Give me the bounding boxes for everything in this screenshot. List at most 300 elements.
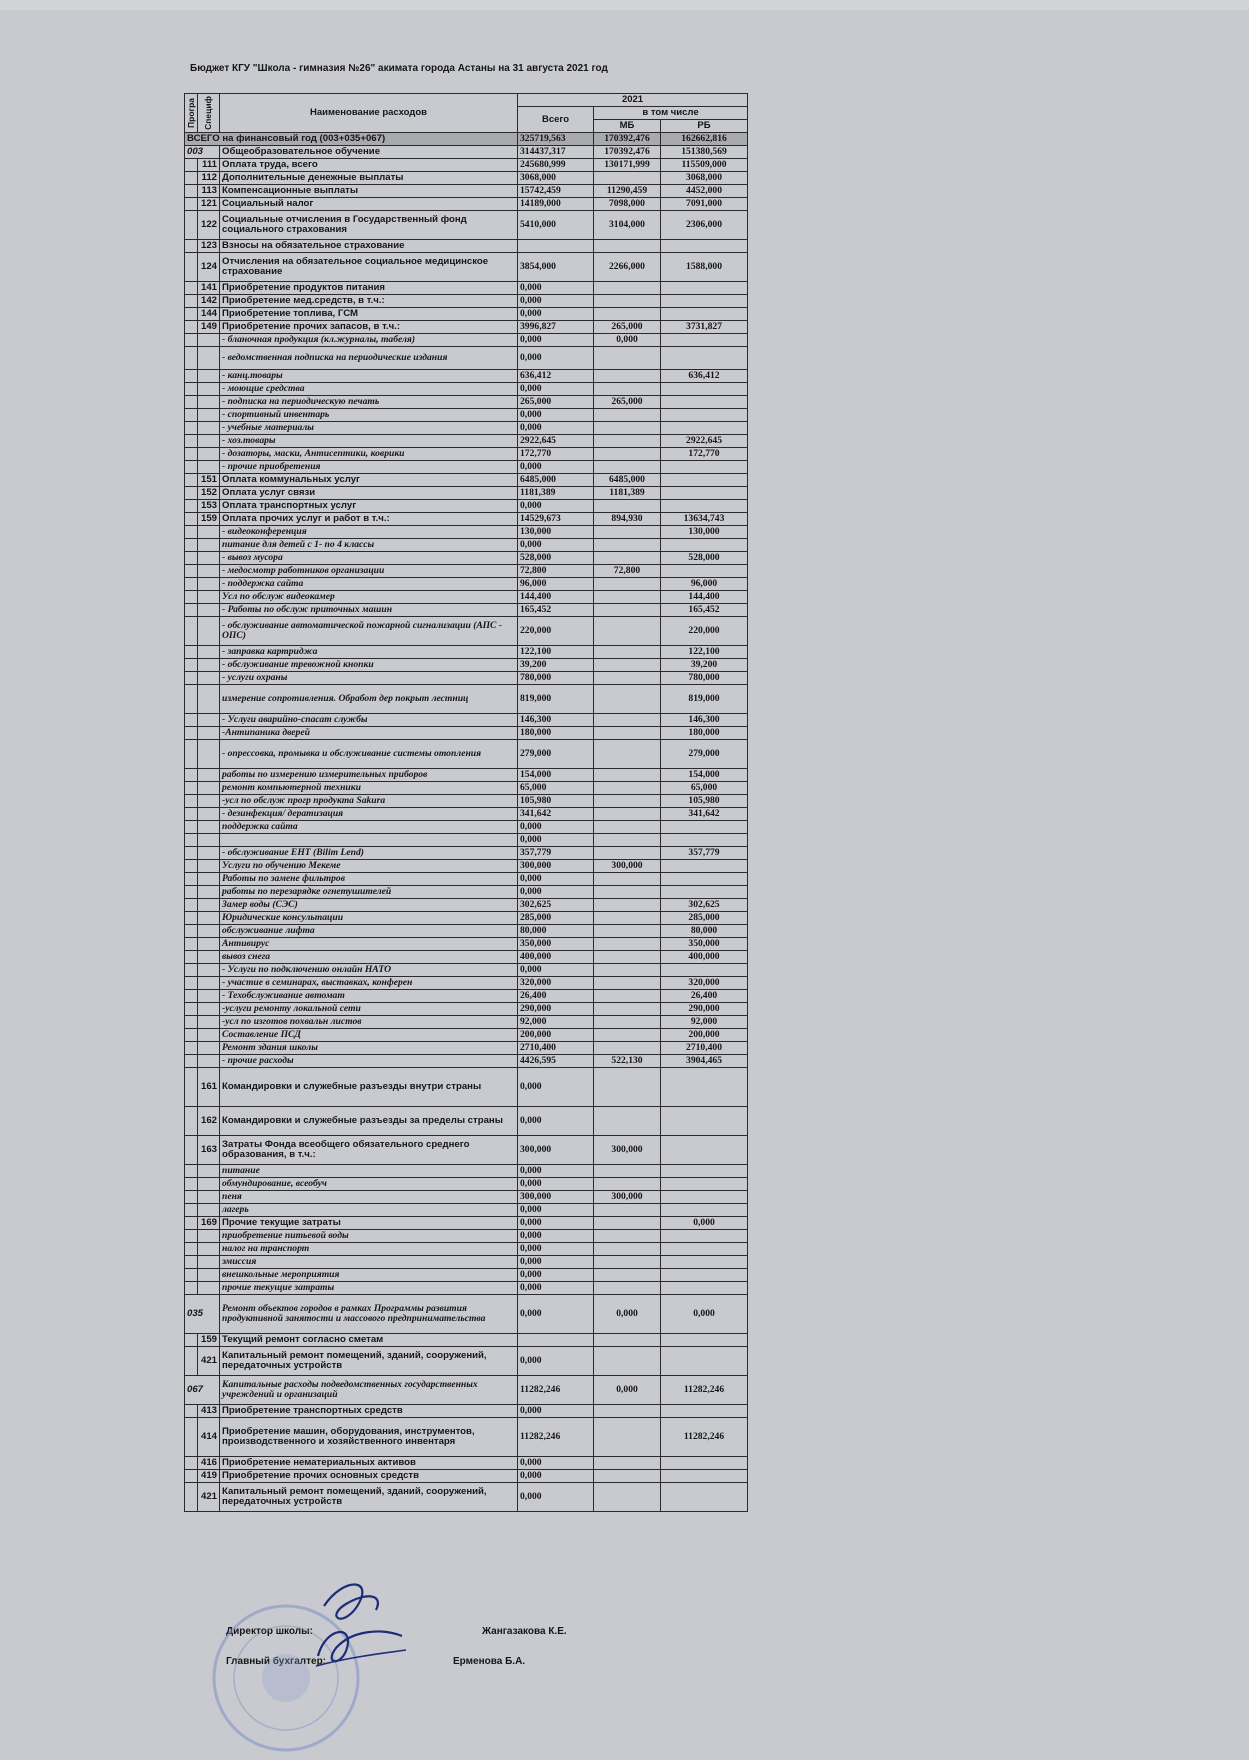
total-value: 0,000 xyxy=(518,539,594,552)
table-row xyxy=(185,1107,748,1136)
expense-name: питание для детей с 1- по 4 классы xyxy=(220,539,518,552)
expense-name: Приобретение машин, оборудования, инструментов, производственного и хозяйственного инвентаря xyxy=(220,1418,518,1457)
specifics-code xyxy=(198,578,220,591)
table-row xyxy=(185,513,748,526)
total-value: 0,000 xyxy=(518,834,594,847)
program-code xyxy=(185,1256,198,1269)
rb-value xyxy=(661,1470,748,1483)
rb-value: 220,000 xyxy=(661,617,748,646)
total-value: 0,000 xyxy=(518,308,594,321)
rb-value: 350,000 xyxy=(661,938,748,951)
program-code xyxy=(185,461,198,474)
table-row xyxy=(185,487,748,500)
table-row xyxy=(185,321,748,334)
specifics-code xyxy=(198,977,220,990)
mb-value xyxy=(594,951,661,964)
budget-table xyxy=(184,93,748,1512)
specifics-code xyxy=(198,370,220,383)
expense-name: Приобретение нематериальных активов xyxy=(220,1457,518,1470)
expense-name: Юридические консультации xyxy=(220,912,518,925)
specifics-code xyxy=(198,1042,220,1055)
rb-value xyxy=(661,347,748,370)
rb-value xyxy=(661,834,748,847)
specifics-code: 161 xyxy=(198,1068,220,1107)
rb-value: 636,412 xyxy=(661,370,748,383)
expense-name: -усл по изготов похвальн листов xyxy=(220,1016,518,1029)
program-code xyxy=(185,240,198,253)
total-value: 172,770 xyxy=(518,448,594,461)
expense-name: Дополнительные денежные выплаты xyxy=(220,172,518,185)
header-including: в том числе xyxy=(594,107,748,120)
total-value: 302,625 xyxy=(518,899,594,912)
mb-value xyxy=(594,659,661,672)
mb-value xyxy=(594,172,661,185)
total-value: 0,000 xyxy=(518,1269,594,1282)
program-code xyxy=(185,646,198,659)
expense-name: прочие текущие затраты xyxy=(220,1282,518,1295)
specifics-code xyxy=(198,740,220,769)
mb-value: 170392,476 xyxy=(594,133,661,146)
rb-value: 819,000 xyxy=(661,685,748,714)
header-program: Програ xyxy=(185,94,198,133)
mb-value xyxy=(594,847,661,860)
mb-value xyxy=(594,1256,661,1269)
program-code xyxy=(185,308,198,321)
mb-value xyxy=(594,740,661,769)
total-value: 245680,999 xyxy=(518,159,594,172)
mb-value: 130171,999 xyxy=(594,159,661,172)
table-row xyxy=(185,1068,748,1107)
program-code xyxy=(185,977,198,990)
table-row xyxy=(185,198,748,211)
table-row xyxy=(185,1457,748,1470)
total-value: 0,000 xyxy=(518,282,594,295)
program-code xyxy=(185,211,198,240)
specifics-code xyxy=(198,396,220,409)
mb-value: 11290,459 xyxy=(594,185,661,198)
rb-value: 105,980 xyxy=(661,795,748,808)
expense-name: обслуживание лифта xyxy=(220,925,518,938)
rb-value: 0,000 xyxy=(661,1295,748,1334)
mb-value xyxy=(594,899,661,912)
table-row xyxy=(185,912,748,925)
specifics-code xyxy=(198,422,220,435)
program-code xyxy=(185,591,198,604)
expense-name: Приобретение прочих основных средств xyxy=(220,1470,518,1483)
table-row xyxy=(185,448,748,461)
expense-name: Приобретение продуктов питания xyxy=(220,282,518,295)
rb-value xyxy=(661,886,748,899)
rb-value: 165,452 xyxy=(661,604,748,617)
rb-value xyxy=(661,1334,748,1347)
document-title: Бюджет КГУ "Школа - гимназия №26" акимата города Астаны на 31 августа 2021 год xyxy=(190,63,608,74)
mb-value xyxy=(594,347,661,370)
specifics-code xyxy=(198,604,220,617)
expense-name: Текущий ремонт согласно сметам xyxy=(220,1334,518,1347)
expense-name: работы по измерению измерительных приборов xyxy=(220,769,518,782)
total-value: 14189,000 xyxy=(518,198,594,211)
specifics-code xyxy=(198,1003,220,1016)
table-row xyxy=(185,1136,748,1165)
table-row xyxy=(185,740,748,769)
program-code xyxy=(185,321,198,334)
specifics-code xyxy=(198,1256,220,1269)
total-value: 285,000 xyxy=(518,912,594,925)
mb-value xyxy=(594,873,661,886)
specifics-code xyxy=(198,782,220,795)
mb-value: 265,000 xyxy=(594,321,661,334)
table-row xyxy=(185,977,748,990)
table-row xyxy=(185,925,748,938)
expense-name: - канц.товары xyxy=(220,370,518,383)
table-row xyxy=(185,860,748,873)
rb-value xyxy=(661,396,748,409)
table-row xyxy=(185,1016,748,1029)
expense-name: - дозаторы, маски, Антисептики, коврики xyxy=(220,448,518,461)
expense-name: - хоз.товары xyxy=(220,435,518,448)
expense-name: Оплата транспортных услуг xyxy=(220,500,518,513)
specifics-code xyxy=(198,448,220,461)
expense-name: Замер воды (СЭС) xyxy=(220,899,518,912)
total-value: 4426,595 xyxy=(518,1055,594,1068)
specifics-code: 159 xyxy=(198,1334,220,1347)
specifics-code xyxy=(198,769,220,782)
expense-name: Капитальный ремонт помещений, зданий, сооружений, передаточных устройств xyxy=(220,1483,518,1512)
rb-value: 1588,000 xyxy=(661,253,748,282)
table-row xyxy=(185,282,748,295)
total-value: 0,000 xyxy=(518,873,594,886)
total-value: 11282,246 xyxy=(518,1376,594,1405)
expense-name: -усл по обслуж прогр продукта Sakura xyxy=(220,795,518,808)
expense-name: Компенсационные выплаты xyxy=(220,185,518,198)
program-code: 067 xyxy=(185,1376,220,1405)
program-code xyxy=(185,396,198,409)
specifics-code xyxy=(198,886,220,899)
table-row xyxy=(185,172,748,185)
program-code xyxy=(185,795,198,808)
scan-edge xyxy=(0,0,1249,10)
mb-value xyxy=(594,435,661,448)
specifics-code xyxy=(198,1243,220,1256)
mb-value xyxy=(594,604,661,617)
program-code xyxy=(185,951,198,964)
expense-name: Социальный налог xyxy=(220,198,518,211)
rb-value xyxy=(661,409,748,422)
expense-name: измерение сопротивления. Обработ дер покрыт лестниц xyxy=(220,685,518,714)
table-row xyxy=(185,1042,748,1055)
table-row xyxy=(185,146,748,159)
expense-name: - Услуги по подключению онлайн НАТО xyxy=(220,964,518,977)
rb-value: 3904,465 xyxy=(661,1055,748,1068)
mb-value xyxy=(594,578,661,591)
total-value: 2922,645 xyxy=(518,435,594,448)
table-row xyxy=(185,1217,748,1230)
rb-value xyxy=(661,1457,748,1470)
program-code xyxy=(185,617,198,646)
specifics-code xyxy=(198,938,220,951)
total-value: 0,000 xyxy=(518,886,594,899)
specifics-code: 414 xyxy=(198,1418,220,1457)
expense-name: - видеоконференция xyxy=(220,526,518,539)
mb-value xyxy=(594,808,661,821)
total-value: 0,000 xyxy=(518,1107,594,1136)
specifics-code xyxy=(198,1191,220,1204)
program-code xyxy=(185,383,198,396)
rb-value: 2922,645 xyxy=(661,435,748,448)
specifics-code: 416 xyxy=(198,1457,220,1470)
total-value: 0,000 xyxy=(518,409,594,422)
expense-name: - бланочная продукция (кл.журналы, табеля) xyxy=(220,334,518,347)
total-value: 3068,000 xyxy=(518,172,594,185)
rb-value: 7091,000 xyxy=(661,198,748,211)
rb-value: 162662,816 xyxy=(661,133,748,146)
mb-value xyxy=(594,552,661,565)
expense-name: внешкольные мероприятия xyxy=(220,1269,518,1282)
expense-name: - обслуживание ЕНТ (Bilim Lend) xyxy=(220,847,518,860)
table-row xyxy=(185,727,748,740)
specifics-code: 124 xyxy=(198,253,220,282)
total-value: 3854,000 xyxy=(518,253,594,282)
specifics-code xyxy=(198,727,220,740)
total-value: 15742,459 xyxy=(518,185,594,198)
accountant-label: Главный бухгалтер: xyxy=(226,1656,327,1667)
mb-value xyxy=(594,782,661,795)
table-row xyxy=(185,539,748,552)
total-value: 0,000 xyxy=(518,1295,594,1334)
expense-name: Командировки и служебные разъезды внутри страны xyxy=(220,1068,518,1107)
specifics-code xyxy=(198,646,220,659)
total-value: 0,000 xyxy=(518,1165,594,1178)
expense-name: - прочие расходы xyxy=(220,1055,518,1068)
program-code xyxy=(185,1347,198,1376)
specifics-code: 421 xyxy=(198,1347,220,1376)
total-value: 3996,827 xyxy=(518,321,594,334)
table-row xyxy=(185,964,748,977)
specifics-code: 111 xyxy=(198,159,220,172)
program-code xyxy=(185,782,198,795)
table-row xyxy=(185,295,748,308)
total-value: 0,000 xyxy=(518,1230,594,1243)
total-value: 0,000 xyxy=(518,1347,594,1376)
specifics-code: 112 xyxy=(198,172,220,185)
program-code xyxy=(185,1191,198,1204)
header-year: 2021 xyxy=(518,94,748,107)
mb-value xyxy=(594,461,661,474)
specifics-code xyxy=(198,526,220,539)
expense-name: ремонт компьютерной техники xyxy=(220,782,518,795)
rb-value: 3731,827 xyxy=(661,321,748,334)
rb-value: 4452,000 xyxy=(661,185,748,198)
rb-value xyxy=(661,539,748,552)
specifics-code xyxy=(198,808,220,821)
expense-name: - учебные материалы xyxy=(220,422,518,435)
rb-value: 65,000 xyxy=(661,782,748,795)
mb-value xyxy=(594,370,661,383)
expense-name: Приобретение прочих запасов, в т.ч.: xyxy=(220,321,518,334)
mb-value xyxy=(594,925,661,938)
program-code xyxy=(185,474,198,487)
rb-value: 39,200 xyxy=(661,659,748,672)
rb-value: 3068,000 xyxy=(661,172,748,185)
table-row xyxy=(185,1376,748,1405)
specifics-code xyxy=(198,1269,220,1282)
specifics-code xyxy=(198,1029,220,1042)
specifics-code xyxy=(198,383,220,396)
rb-value: 92,000 xyxy=(661,1016,748,1029)
table-row xyxy=(185,526,748,539)
mb-value: 1181,389 xyxy=(594,487,661,500)
total-value: 819,000 xyxy=(518,685,594,714)
table-row xyxy=(185,938,748,951)
program-code xyxy=(185,912,198,925)
mb-value xyxy=(594,1457,661,1470)
rb-value: 11282,246 xyxy=(661,1418,748,1457)
total-value: 0,000 xyxy=(518,1068,594,1107)
mb-value xyxy=(594,1016,661,1029)
rb-value: 2710,400 xyxy=(661,1042,748,1055)
mb-value: 7098,000 xyxy=(594,198,661,211)
total-value: 39,200 xyxy=(518,659,594,672)
rb-value: 357,779 xyxy=(661,847,748,860)
expense-name: пеня xyxy=(220,1191,518,1204)
total-value: 0,000 xyxy=(518,1457,594,1470)
mb-value xyxy=(594,834,661,847)
specifics-code: 122 xyxy=(198,211,220,240)
program-code xyxy=(185,1068,198,1107)
table-row xyxy=(185,899,748,912)
table-row xyxy=(185,1230,748,1243)
rb-value xyxy=(661,1230,748,1243)
specifics-code xyxy=(198,565,220,578)
table-row xyxy=(185,795,748,808)
rb-value xyxy=(661,565,748,578)
program-code xyxy=(185,295,198,308)
mb-value xyxy=(594,1470,661,1483)
specifics-code xyxy=(198,873,220,886)
program-code xyxy=(185,198,198,211)
total-value: 0,000 xyxy=(518,1256,594,1269)
program-code: 003 xyxy=(185,146,220,159)
mb-value xyxy=(594,1217,661,1230)
table-row xyxy=(185,240,748,253)
table-row xyxy=(185,133,748,146)
program-code xyxy=(185,990,198,1003)
program-code xyxy=(185,1016,198,1029)
rb-value: 122,100 xyxy=(661,646,748,659)
mb-value xyxy=(594,539,661,552)
specifics-code: 149 xyxy=(198,321,220,334)
program-code xyxy=(185,435,198,448)
table-row xyxy=(185,1003,748,1016)
specifics-code xyxy=(198,435,220,448)
mb-value: 265,000 xyxy=(594,396,661,409)
program-code xyxy=(185,1165,198,1178)
mb-value xyxy=(594,500,661,513)
mb-value xyxy=(594,240,661,253)
rb-value xyxy=(661,821,748,834)
table-row xyxy=(185,990,748,1003)
program-code xyxy=(185,253,198,282)
specifics-code xyxy=(198,685,220,714)
total-value: 0,000 xyxy=(518,1470,594,1483)
mb-value xyxy=(594,448,661,461)
rb-value: 144,400 xyxy=(661,591,748,604)
expense-name: Оплата прочих услуг и работ в т.ч.: xyxy=(220,513,518,526)
total-value: 0,000 xyxy=(518,1282,594,1295)
program-code xyxy=(185,938,198,951)
mb-value xyxy=(594,727,661,740)
table-row xyxy=(185,604,748,617)
budget-table-body xyxy=(185,133,748,1512)
expense-name: Командировки и служебные разъезды за пределы страны xyxy=(220,1107,518,1136)
total-value: 528,000 xyxy=(518,552,594,565)
program-code xyxy=(185,347,198,370)
table-row xyxy=(185,591,748,604)
total-value: 6485,000 xyxy=(518,474,594,487)
total-value: 5410,000 xyxy=(518,211,594,240)
mb-value xyxy=(594,685,661,714)
program-code xyxy=(185,370,198,383)
mb-value xyxy=(594,1483,661,1512)
table-row xyxy=(185,552,748,565)
total-value: 0,000 xyxy=(518,383,594,396)
mb-value xyxy=(594,422,661,435)
table-row xyxy=(185,1470,748,1483)
table-row xyxy=(185,782,748,795)
table-row xyxy=(185,185,748,198)
mb-value: 300,000 xyxy=(594,860,661,873)
rb-value xyxy=(661,1204,748,1217)
official-stamp-and-signature xyxy=(206,1566,416,1756)
total-value: 130,000 xyxy=(518,526,594,539)
table-row xyxy=(185,646,748,659)
mb-value xyxy=(594,1068,661,1107)
specifics-code xyxy=(198,795,220,808)
table-row xyxy=(185,1282,748,1295)
specifics-code: 151 xyxy=(198,474,220,487)
program-code xyxy=(185,1042,198,1055)
rb-value: 279,000 xyxy=(661,740,748,769)
mb-value: 6485,000 xyxy=(594,474,661,487)
total-value: 200,000 xyxy=(518,1029,594,1042)
table-row xyxy=(185,951,748,964)
total-value: 325719,563 xyxy=(518,133,594,146)
expense-name: Составление ПСД xyxy=(220,1029,518,1042)
table-row xyxy=(185,159,748,172)
specifics-code: 421 xyxy=(198,1483,220,1512)
program-code xyxy=(185,500,198,513)
specifics-code xyxy=(198,834,220,847)
total-value: 0,000 xyxy=(518,964,594,977)
expense-name: - Услуги аварийно-спасат службы xyxy=(220,714,518,727)
total-value: 14529,673 xyxy=(518,513,594,526)
rb-value xyxy=(661,1269,748,1282)
specifics-code xyxy=(198,672,220,685)
expense-name: - спортивный инвентарь xyxy=(220,409,518,422)
table-row xyxy=(185,1191,748,1204)
rb-value: 200,000 xyxy=(661,1029,748,1042)
expense-name: - моющие средства xyxy=(220,383,518,396)
rb-value: 400,000 xyxy=(661,951,748,964)
total-value: 350,000 xyxy=(518,938,594,951)
expense-name: - обслуживание тревожной кнопки xyxy=(220,659,518,672)
specifics-code xyxy=(198,334,220,347)
total-value: 265,000 xyxy=(518,396,594,409)
program-code xyxy=(185,1107,198,1136)
expense-name: Оплата услуг связи xyxy=(220,487,518,500)
total-value: 357,779 xyxy=(518,847,594,860)
specifics-code xyxy=(198,1055,220,1068)
